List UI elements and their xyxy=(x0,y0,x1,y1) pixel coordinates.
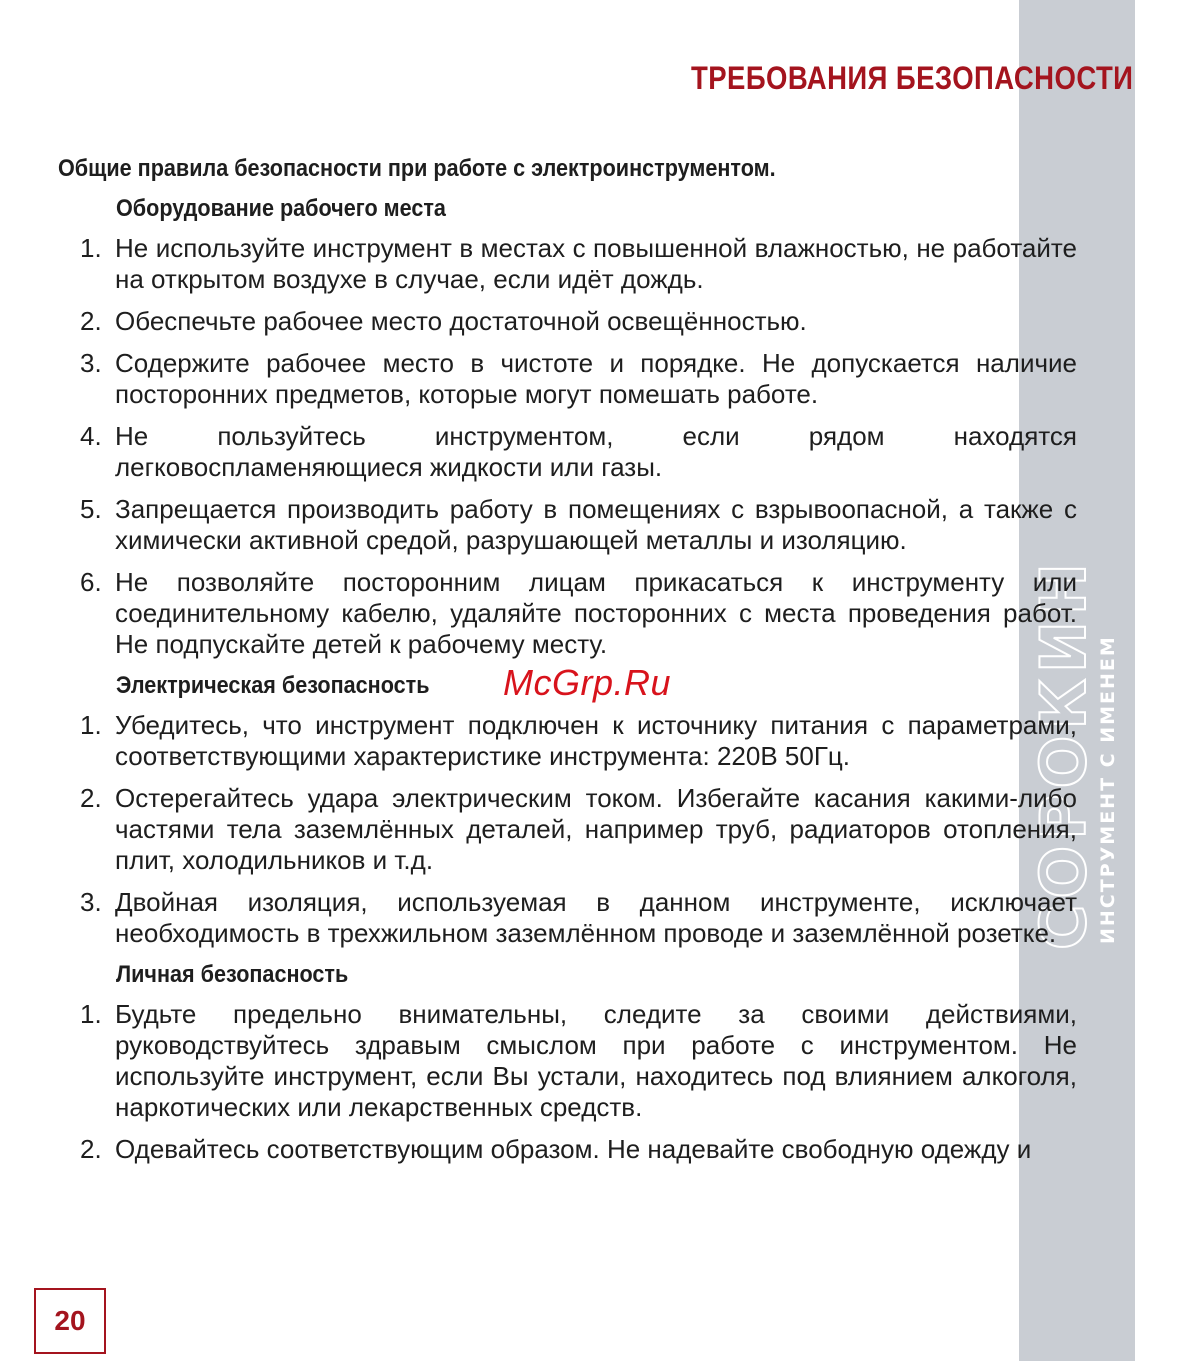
item-text: Обеспечьте рабочее место достаточной освещённостью. xyxy=(115,306,807,336)
item-text: Не используйте инструмент в местах с повышенной влажностью, не работайте на открытом воздухе в случае, если идёт дождь. xyxy=(115,233,1077,294)
section-heading-personal: Личная безопасность xyxy=(116,961,349,988)
list-item xyxy=(58,710,1077,772)
list-item xyxy=(58,233,1077,295)
list-workplace xyxy=(58,233,1077,660)
brand-name: СОРОКИН xyxy=(1027,557,1100,950)
item-text: Не позволяйте посторонним лицам прикасаться к инструменту или соединительному кабелю, удаляйте посторонних с места проведения работ. Не подпускайте детей к рабочему месту. xyxy=(115,567,1077,659)
item-number: 6. xyxy=(80,567,102,597)
watermark-text: McGrp.Ru xyxy=(503,662,672,703)
item-text: Будьте предельно внимательны, следите за своими действиями, руководствуйтесь здравым смыслом при работе с инструментом. Не используйте инструмент, если Вы устали, находитесь под влиянием алкоголя, наркотических или лекарственных средств. xyxy=(115,999,1077,1122)
item-number: 1. xyxy=(80,999,102,1029)
main-heading: Общие правила безопасности при работе с электроинструментом. xyxy=(58,155,776,182)
item-number: 1. xyxy=(80,710,102,740)
brand-tagline: ИНСТРУМЕНТ С ИМЕНЕМ xyxy=(1097,635,1119,944)
section-heading-electrical: Электрическая безопасность xyxy=(116,672,430,699)
list-item xyxy=(58,306,1077,337)
item-text: Двойная изоляция, используемая в данном инструменте, исключает необходимость в трехжильном заземлённом проводе и заземлённой розетке. xyxy=(115,887,1077,948)
item-number: 2. xyxy=(80,306,102,336)
list-item xyxy=(58,567,1077,660)
item-text: Запрещается производить работу в помещениях с взрывоопасной, а также с химически активной средой, разрушающей металлы и изоляцию. xyxy=(115,494,1077,555)
item-number: 4. xyxy=(80,421,102,451)
item-number: 5. xyxy=(80,494,102,524)
item-number: 3. xyxy=(80,887,102,917)
page-number: 20 xyxy=(34,1288,106,1354)
item-number: 3. xyxy=(80,348,102,378)
list-electrical xyxy=(58,710,1077,949)
item-text: Остерегайтесь удара электрическим током. Избегайте касания какими-либо частями тела заземлённых деталей, например труб, радиаторов отопления, плит, холодильников и т.д. xyxy=(115,783,1077,875)
item-text: Убедитесь, что инструмент подключен к источнику питания с параметрами, соответствующими характеристике инструмента: 220В 50Гц. xyxy=(115,710,1077,771)
list-item xyxy=(58,783,1077,876)
item-text: Одевайтесь соответствующим образом. Не надевайте свободную одежду и xyxy=(115,1134,1032,1164)
item-number: 2. xyxy=(80,1134,102,1164)
list-item xyxy=(58,1134,1077,1165)
item-text: Не пользуйтесь инструментом, если рядом находятся легковоспламеняющиеся жидкости или газы. xyxy=(115,421,1077,482)
item-text: Содержите рабочее место в чистоте и порядке. Не допускается наличие посторонних предметов, которые могут помешать работе. xyxy=(115,348,1077,409)
list-item xyxy=(58,348,1077,410)
list-personal xyxy=(58,999,1077,1165)
section-heading-workplace: Оборудование рабочего места xyxy=(116,195,446,222)
item-number: 1. xyxy=(80,233,102,263)
item-number: 2. xyxy=(80,783,102,813)
list-item xyxy=(58,421,1077,483)
list-item xyxy=(58,999,1077,1123)
list-item xyxy=(58,494,1077,556)
page-header-title: ТРЕБОВАНИЯ БЕЗОПАСНОСТИ xyxy=(690,60,1133,96)
list-item xyxy=(58,887,1077,949)
